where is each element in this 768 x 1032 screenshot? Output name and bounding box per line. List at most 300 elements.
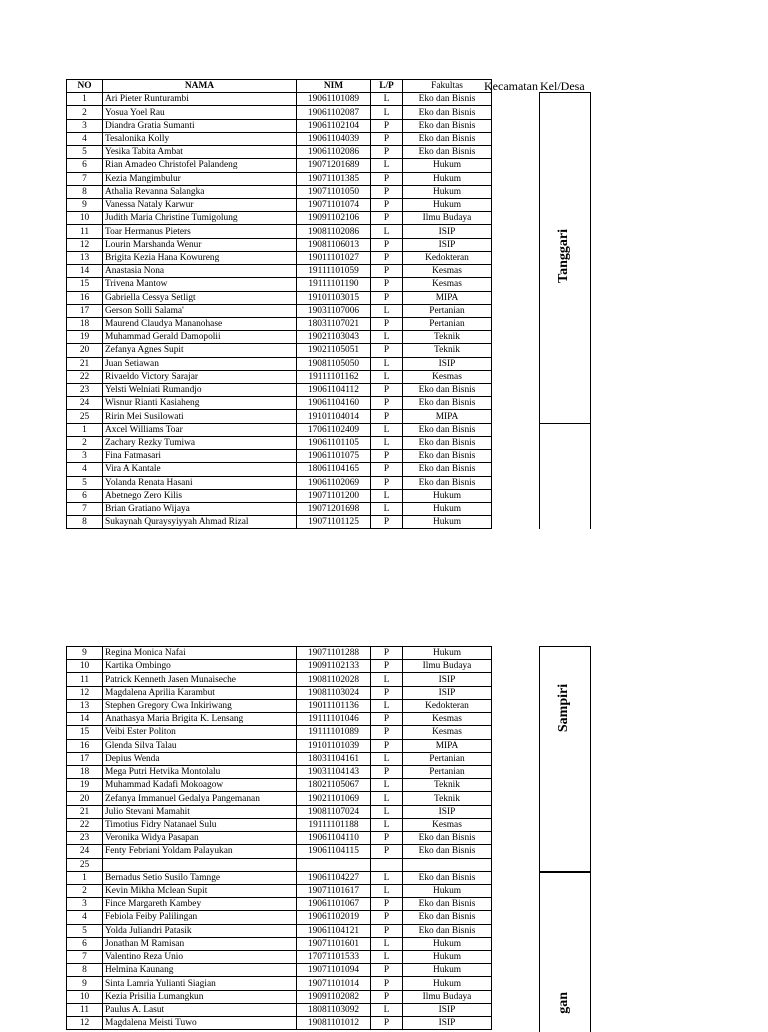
cell-lp: P	[371, 146, 403, 159]
table-row	[67, 739, 492, 752]
cell-lp: L	[371, 331, 403, 344]
cell-nama: Anastasia Nona	[103, 265, 297, 278]
cell-no: 5	[67, 476, 103, 489]
table-row	[67, 858, 492, 871]
cell-nim: 19071101200	[297, 489, 371, 502]
cell-no: 21	[67, 357, 103, 370]
cell-lp: P	[371, 119, 403, 132]
cell-lp: L	[371, 370, 403, 383]
cell-nama: Ari Pieter Runturambi	[103, 93, 297, 106]
table-row	[67, 185, 492, 198]
cell-no: 15	[67, 726, 103, 739]
cell-fakultas: Teknik	[403, 792, 492, 805]
cell-nama: Wisnur Rianti Kasiaheng	[103, 397, 297, 410]
cell-nama: Regina Monica Nafai	[103, 647, 297, 660]
table-row	[67, 291, 492, 304]
table-row	[67, 503, 492, 516]
cell-nim: 19111101046	[297, 713, 371, 726]
cell-no: 6	[67, 937, 103, 950]
cell-nama: Axcel Williams Toar	[103, 423, 297, 436]
table-row	[67, 146, 492, 159]
cell-nim: 19061104039	[297, 132, 371, 145]
cell-fakultas: Eko dan Bisnis	[403, 911, 492, 924]
cell-fakultas: Hukum	[403, 951, 492, 964]
table-row	[67, 845, 492, 858]
cell-no: 12	[67, 1017, 103, 1030]
cell-fakultas: ISIP	[403, 673, 492, 686]
table-row	[67, 265, 492, 278]
cell-nim: 19111101190	[297, 278, 371, 291]
cell-nama: Gerson Solli Salama'	[103, 304, 297, 317]
table-row	[67, 344, 492, 357]
cell-nim: 19071201689	[297, 159, 371, 172]
cell-fakultas: Eko dan Bisnis	[403, 924, 492, 937]
cell-nim: 19071101074	[297, 198, 371, 211]
cell-nama: Tesalonika Kolly	[103, 132, 297, 145]
cell-lp: P	[371, 516, 403, 529]
cell-nama: Jonathan M Ramisan	[103, 937, 297, 950]
cell-nama: Gabriella Cessya Setligt	[103, 291, 297, 304]
cell-lp: P	[371, 291, 403, 304]
cell-no: 17	[67, 304, 103, 317]
village-label-third: gan	[556, 992, 571, 1014]
cell-no: 8	[67, 516, 103, 529]
cell-no: 22	[67, 818, 103, 831]
cell-lp: L	[371, 951, 403, 964]
cell-lp: L	[371, 503, 403, 516]
village-label-tanggari: Tanggari	[556, 229, 571, 283]
cell-no: 1	[67, 423, 103, 436]
cell-no: 3	[67, 450, 103, 463]
cell-nama: Fince Margareth Kambey	[103, 898, 297, 911]
cell-lp: L	[371, 792, 403, 805]
cell-fakultas: MIPA	[403, 739, 492, 752]
cell-no: 19	[67, 331, 103, 344]
table-row	[67, 476, 492, 489]
cell-nama: Sinta Lamria Yulianti Siagian	[103, 977, 297, 990]
cell-lp: L	[371, 106, 403, 119]
cell-lp: P	[371, 911, 403, 924]
cell-fakultas: Kesmas	[403, 713, 492, 726]
cell-lp: L	[371, 805, 403, 818]
cell-fakultas: Eko dan Bisnis	[403, 146, 492, 159]
table-row	[67, 212, 492, 225]
cell-nim: 17061102409	[297, 423, 371, 436]
cell-lp: P	[371, 463, 403, 476]
cell-fakultas: Kesmas	[403, 370, 492, 383]
cell-nama: Juan Setiawan	[103, 357, 297, 370]
cell-fakultas: Teknik	[403, 344, 492, 357]
cell-no: 9	[67, 198, 103, 211]
cell-fakultas: Hukum	[403, 516, 492, 529]
cell-nim: 19081106013	[297, 238, 371, 251]
table-row	[67, 660, 492, 673]
cell-nim: 19061102069	[297, 476, 371, 489]
cell-nama: Febiola Feiby Palilingan	[103, 911, 297, 924]
table-row	[67, 489, 492, 502]
cell-fakultas: Eko dan Bisnis	[403, 93, 492, 106]
cell-no: 12	[67, 686, 103, 699]
cell-no: 6	[67, 489, 103, 502]
cell-fakultas: Eko dan Bisnis	[403, 106, 492, 119]
cell-no: 15	[67, 278, 103, 291]
cell-nama: Patrick Kenneth Jasen Munaiseche	[103, 673, 297, 686]
cell-lp: P	[371, 172, 403, 185]
cell-nama: Yelsti Welniati Rumandjo	[103, 384, 297, 397]
cell-nim: 19061104227	[297, 871, 371, 884]
cell-fakultas: Hukum	[403, 964, 492, 977]
table-row	[67, 410, 492, 423]
cell-lp: L	[371, 159, 403, 172]
cell-nim: 19071101288	[297, 647, 371, 660]
cell-nama: Magdalena Aprilia Karambut	[103, 686, 297, 699]
cell-fakultas: Hukum	[403, 185, 492, 198]
cell-nim: 19091102106	[297, 212, 371, 225]
cell-fakultas: Eko dan Bisnis	[403, 463, 492, 476]
table-row	[67, 805, 492, 818]
cell-lp: L	[371, 304, 403, 317]
cell-no: 12	[67, 238, 103, 251]
cell-nim	[297, 858, 371, 871]
cell-fakultas: ISIP	[403, 238, 492, 251]
cell-lp: L	[371, 779, 403, 792]
header-no: NO	[67, 80, 103, 93]
cell-no: 23	[67, 384, 103, 397]
table-row	[67, 924, 492, 937]
cell-fakultas: MIPA	[403, 291, 492, 304]
cell-nama: Fenty Febriani Yoldam Palayukan	[103, 845, 297, 858]
cell-no: 16	[67, 291, 103, 304]
cell-nama: Veibi Ester Politon	[103, 726, 297, 739]
cell-nim: 19081105050	[297, 357, 371, 370]
cell-no: 24	[67, 845, 103, 858]
cell-no: 1	[67, 871, 103, 884]
cell-lp: P	[371, 964, 403, 977]
cell-fakultas: Pertanian	[403, 317, 492, 330]
table-row	[67, 884, 492, 897]
cell-nim: 19011101136	[297, 699, 371, 712]
cell-fakultas: Teknik	[403, 331, 492, 344]
cell-nim: 19111101188	[297, 818, 371, 831]
cell-fakultas: Hukum	[403, 937, 492, 950]
cell-no: 4	[67, 911, 103, 924]
cell-nama: Kevin Mikha Mclean Supit	[103, 884, 297, 897]
cell-nim: 19101101039	[297, 739, 371, 752]
table-row	[67, 106, 492, 119]
table-row	[67, 1003, 492, 1016]
table-row	[67, 450, 492, 463]
cell-no: 20	[67, 344, 103, 357]
cell-no: 5	[67, 924, 103, 937]
cell-nim: 19011101027	[297, 251, 371, 264]
cell-no: 4	[67, 132, 103, 145]
cell-nama: Judith Maria Christine Tumigolung	[103, 212, 297, 225]
cell-fakultas: Hukum	[403, 159, 492, 172]
cell-lp: L	[371, 423, 403, 436]
cell-nim: 19071101385	[297, 172, 371, 185]
cell-nama: Toar Hermanus Pieters	[103, 225, 297, 238]
cell-fakultas: Ilmu Budaya	[403, 990, 492, 1003]
cell-nama: Rian Amadeo Christofel Palandeng	[103, 159, 297, 172]
cell-fakultas: ISIP	[403, 357, 492, 370]
cell-nama: Lourin Marshanda Wenur	[103, 238, 297, 251]
cell-nim: 19071101050	[297, 185, 371, 198]
table-row	[67, 686, 492, 699]
header-nama: NAMA	[103, 80, 297, 93]
cell-no: 11	[67, 1003, 103, 1016]
cell-fakultas: Pertanian	[403, 752, 492, 765]
cell-no: 5	[67, 146, 103, 159]
cell-nama: Sukaynah Quraysyiyyah Ahmad Rizal	[103, 516, 297, 529]
cell-nama: Ririn Mei Susilowati	[103, 410, 297, 423]
cell-nim: 19101103015	[297, 291, 371, 304]
cell-no: 2	[67, 106, 103, 119]
cell-lp: P	[371, 832, 403, 845]
cell-nama: Timotius Fidry Natanael Sulu	[103, 818, 297, 831]
cell-no: 14	[67, 713, 103, 726]
table-row	[67, 1017, 492, 1030]
cell-lp: P	[371, 660, 403, 673]
table-row	[67, 977, 492, 990]
cell-lp	[371, 858, 403, 871]
cell-nim: 19111101059	[297, 265, 371, 278]
cell-lp: L	[371, 673, 403, 686]
cell-no: 24	[67, 397, 103, 410]
table-row	[67, 673, 492, 686]
cell-lp: P	[371, 726, 403, 739]
cell-nim: 19101104014	[297, 410, 371, 423]
cell-no: 19	[67, 779, 103, 792]
keldesa-header: Kel/Desa	[540, 79, 585, 93]
cell-lp: P	[371, 450, 403, 463]
cell-fakultas: Kesmas	[403, 265, 492, 278]
cell-fakultas: Eko dan Bisnis	[403, 384, 492, 397]
cell-no: 2	[67, 884, 103, 897]
cell-nama: Kartika Ombingo	[103, 660, 297, 673]
cell-fakultas: Ilmu Budaya	[403, 660, 492, 673]
cell-nama: Athalia Revanna Salangka	[103, 185, 297, 198]
cell-nama: Paulus A. Lasut	[103, 1003, 297, 1016]
cell-nim: 19071201698	[297, 503, 371, 516]
table-row	[67, 964, 492, 977]
cell-nim: 19031104143	[297, 765, 371, 778]
village-label-sampiri: Sampiri	[556, 683, 571, 733]
cell-lp: P	[371, 344, 403, 357]
cell-lp: L	[371, 436, 403, 449]
cell-nama: Julio Stevani Mamahit	[103, 805, 297, 818]
cell-nim: 19031107006	[297, 304, 371, 317]
cell-fakultas: ISIP	[403, 805, 492, 818]
table-row	[67, 93, 492, 106]
cell-lp: P	[371, 265, 403, 278]
cell-nim: 19021101069	[297, 792, 371, 805]
keldesa-cell-next	[539, 423, 591, 529]
cell-no: 18	[67, 317, 103, 330]
cell-nama: Yesika Tabita Ambat	[103, 146, 297, 159]
cell-fakultas: Eko dan Bisnis	[403, 436, 492, 449]
cell-no: 21	[67, 805, 103, 818]
cell-nama: Fina Fatmasari	[103, 450, 297, 463]
cell-lp: P	[371, 686, 403, 699]
cell-nama: Kezia Prisilia Lumangkun	[103, 990, 297, 1003]
header-fakultas: Fakultas	[403, 80, 492, 93]
cell-no: 11	[67, 673, 103, 686]
cell-lp: L	[371, 818, 403, 831]
cell-nama: Muhammad Kadafi Mokoagow	[103, 779, 297, 792]
cell-fakultas: Hukum	[403, 198, 492, 211]
table-row	[67, 370, 492, 383]
cell-nim: 19071101617	[297, 884, 371, 897]
header-nim: NIM	[297, 80, 371, 93]
cell-fakultas: Eko dan Bisnis	[403, 845, 492, 858]
kecamatan-header: Kecamatan	[484, 79, 538, 93]
cell-lp: P	[371, 765, 403, 778]
table-row	[67, 436, 492, 449]
table-row	[67, 119, 492, 132]
cell-nim: 19081103024	[297, 686, 371, 699]
cell-fakultas: Eko dan Bisnis	[403, 476, 492, 489]
cell-lp: P	[371, 198, 403, 211]
cell-fakultas: Eko dan Bisnis	[403, 423, 492, 436]
cell-nim: 19061101105	[297, 436, 371, 449]
cell-lp: P	[371, 924, 403, 937]
cell-lp: L	[371, 699, 403, 712]
cell-fakultas: Teknik	[403, 779, 492, 792]
cell-nim: 19071101601	[297, 937, 371, 950]
cell-lp: L	[371, 489, 403, 502]
cell-lp: L	[371, 357, 403, 370]
cell-nim: 19111101089	[297, 726, 371, 739]
cell-fakultas: Hukum	[403, 977, 492, 990]
table-row	[67, 647, 492, 660]
table-row	[67, 699, 492, 712]
table-row	[67, 765, 492, 778]
table-row	[67, 251, 492, 264]
table-row	[67, 331, 492, 344]
cell-nim: 19061102086	[297, 146, 371, 159]
table-header-row	[67, 80, 492, 93]
cell-fakultas: Hukum	[403, 489, 492, 502]
cell-no: 25	[67, 858, 103, 871]
table-row	[67, 911, 492, 924]
table-row	[67, 357, 492, 370]
cell-no: 20	[67, 792, 103, 805]
cell-nim: 18031104161	[297, 752, 371, 765]
cell-lp: P	[371, 845, 403, 858]
cell-nim: 19061102019	[297, 911, 371, 924]
table-row	[67, 898, 492, 911]
cell-fakultas: Hukum	[403, 884, 492, 897]
cell-nama: Veronika Widya Pasapan	[103, 832, 297, 845]
cell-fakultas: Kesmas	[403, 726, 492, 739]
cell-nama: Yosua Yoel Rau	[103, 106, 297, 119]
cell-no: 23	[67, 832, 103, 845]
table-row	[67, 792, 492, 805]
cell-fakultas: Kesmas	[403, 818, 492, 831]
table-row	[67, 423, 492, 436]
cell-fakultas: Hukum	[403, 503, 492, 516]
cell-fakultas: Pertanian	[403, 765, 492, 778]
cell-nama: Trivena Mantow	[103, 278, 297, 291]
cell-no: 7	[67, 503, 103, 516]
cell-no: 10	[67, 990, 103, 1003]
cell-lp: P	[371, 132, 403, 145]
cell-nim: 19061101075	[297, 450, 371, 463]
cell-nim: 18061104165	[297, 463, 371, 476]
cell-nama: Glenda Silva Talau	[103, 739, 297, 752]
cell-fakultas: ISIP	[403, 686, 492, 699]
cell-nama: Maurend Claudya Mananohase	[103, 317, 297, 330]
cell-no: 3	[67, 898, 103, 911]
cell-no: 9	[67, 647, 103, 660]
cell-nim: 19021103043	[297, 331, 371, 344]
cell-lp: L	[371, 884, 403, 897]
cell-nim: 19061104112	[297, 384, 371, 397]
cell-fakultas: Pertanian	[403, 304, 492, 317]
cell-nama: Brian Gratiano Wijaya	[103, 503, 297, 516]
cell-no: 14	[67, 265, 103, 278]
cell-lp: L	[371, 1003, 403, 1016]
cell-fakultas: MIPA	[403, 410, 492, 423]
cell-no: 17	[67, 752, 103, 765]
table-row	[67, 516, 492, 529]
cell-lp: P	[371, 384, 403, 397]
cell-nim: 19061102104	[297, 119, 371, 132]
table-row	[67, 713, 492, 726]
cell-nim: 19111101162	[297, 370, 371, 383]
cell-fakultas: Eko dan Bisnis	[403, 832, 492, 845]
cell-no: 7	[67, 951, 103, 964]
cell-nim: 19061101089	[297, 93, 371, 106]
cell-nim: 19081102028	[297, 673, 371, 686]
cell-lp: P	[371, 317, 403, 330]
cell-nama: Yolanda Renata Hasani	[103, 476, 297, 489]
cell-lp: P	[371, 410, 403, 423]
cell-no: 16	[67, 739, 103, 752]
cell-lp: P	[371, 977, 403, 990]
cell-lp: P	[371, 990, 403, 1003]
cell-nim: 19071101094	[297, 964, 371, 977]
cell-lp: L	[371, 937, 403, 950]
cell-nim: 19081101012	[297, 1017, 371, 1030]
cell-no: 6	[67, 159, 103, 172]
table-row	[67, 726, 492, 739]
cell-lp: P	[371, 647, 403, 660]
table-row	[67, 238, 492, 251]
cell-nama: Helmina Kaunang	[103, 964, 297, 977]
cell-no: 8	[67, 964, 103, 977]
cell-no: 8	[67, 185, 103, 198]
cell-nim: 19071101125	[297, 516, 371, 529]
cell-no: 3	[67, 119, 103, 132]
cell-no: 13	[67, 251, 103, 264]
cell-nim: 19081102086	[297, 225, 371, 238]
table-row	[67, 871, 492, 884]
cell-nim: 19061104110	[297, 832, 371, 845]
cell-nama: Vira A Kantale	[103, 463, 297, 476]
cell-nama: Vanessa Nataly Karwur	[103, 198, 297, 211]
cell-nim: 19061102087	[297, 106, 371, 119]
cell-nama: Zefanya Agnes Supit	[103, 344, 297, 357]
cell-nim: 18031107021	[297, 317, 371, 330]
table-row	[67, 951, 492, 964]
cell-nim: 19091102082	[297, 990, 371, 1003]
cell-lp: P	[371, 251, 403, 264]
cell-lp: P	[371, 1017, 403, 1030]
cell-nama: Kezia Mangimbulur	[103, 172, 297, 185]
table-row	[67, 278, 492, 291]
cell-no: 25	[67, 410, 103, 423]
